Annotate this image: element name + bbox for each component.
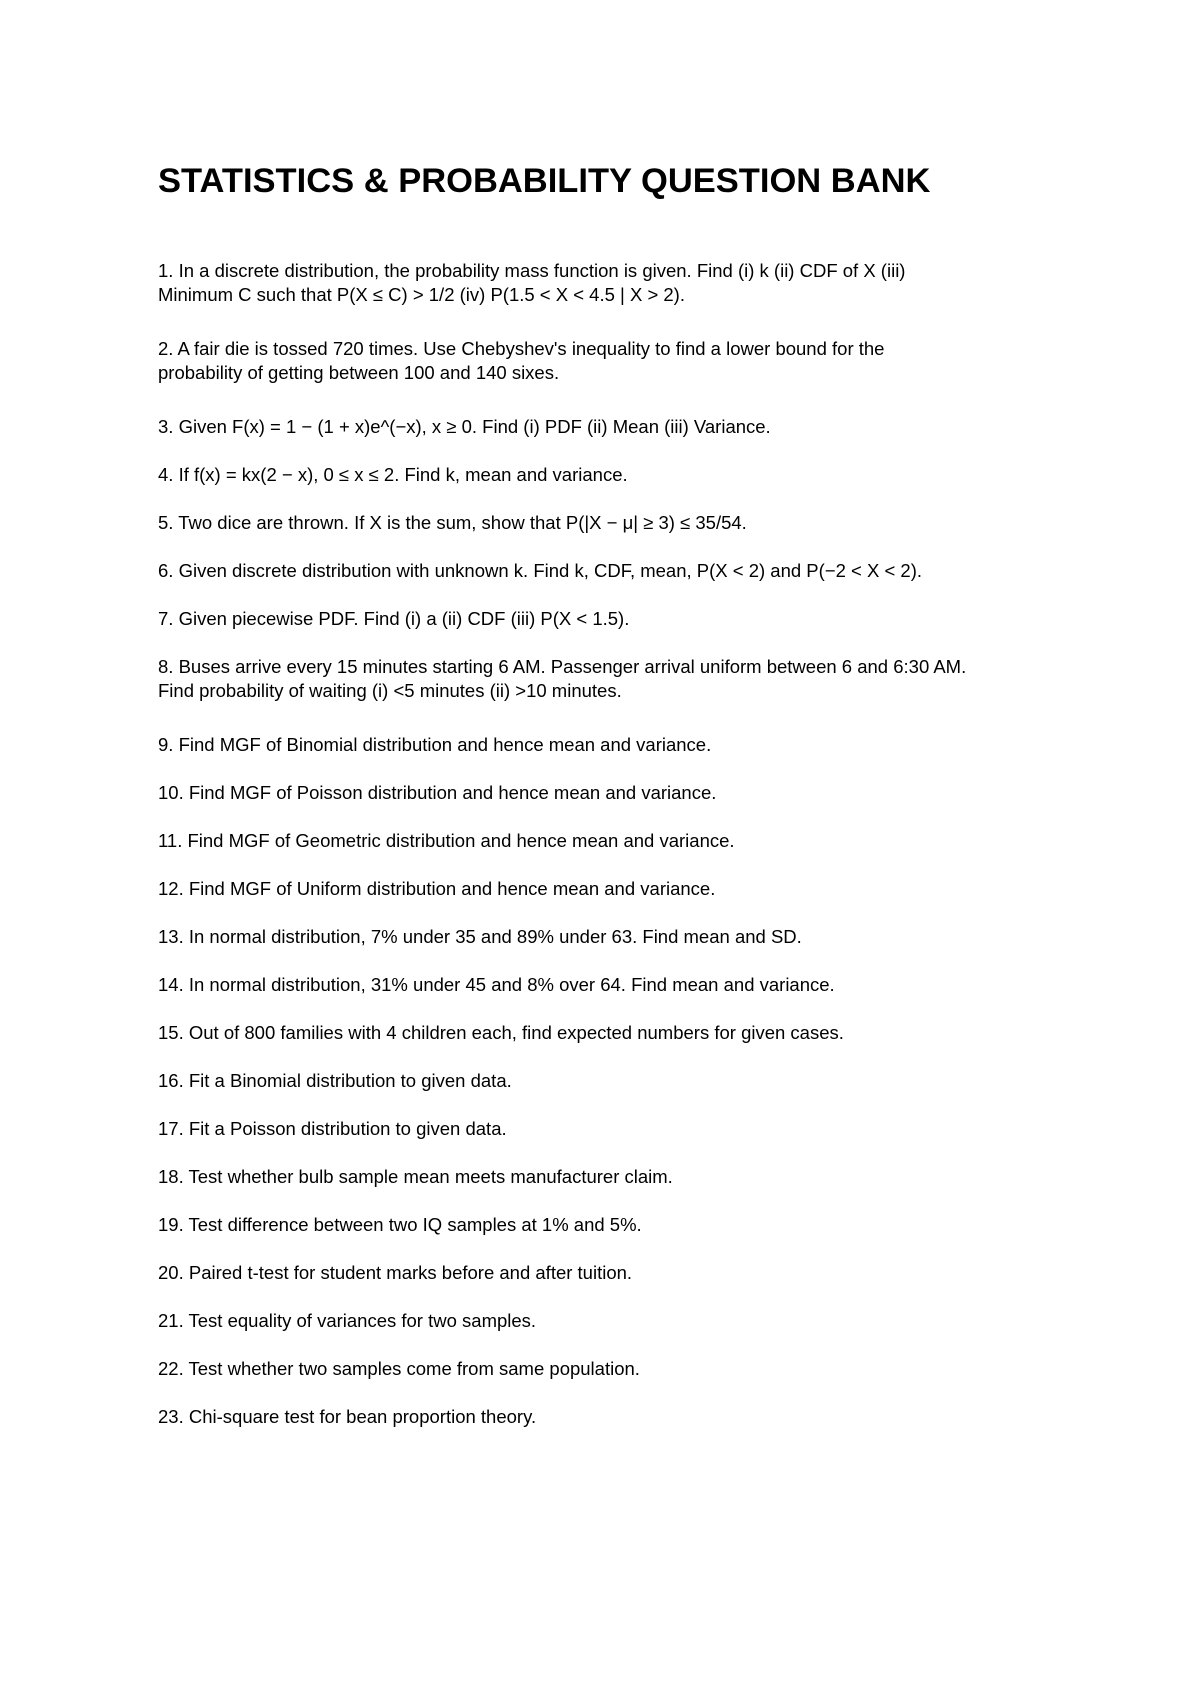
question-item (158, 655, 1058, 733)
question-text-line: 13. In normal distribution, 7% under 35 and 89% under 63. Find mean and SD. (158, 926, 802, 947)
question-item (158, 463, 1058, 511)
question-text-line: 20. Paired t-test for student marks before and after tuition. (158, 1262, 633, 1283)
question-item (158, 415, 1058, 463)
question-text-line: 9. Find MGF of Binomial distribution and hence mean and variance. (158, 734, 712, 755)
question-text-line: 14. In normal distribution, 31% under 45 and 8% over 64. Find mean and variance. (158, 974, 835, 995)
question-text-line: Find probability of waiting (i) <5 minutes (ii) >10 minutes. (158, 680, 622, 701)
question-item (158, 781, 1058, 829)
question-item (158, 511, 1058, 559)
question-item (158, 1261, 1058, 1309)
question-text-line: 10. Find MGF of Poisson distribution and hence mean and variance. (158, 782, 717, 803)
question-item (158, 607, 1058, 655)
question-text-line: 21. Test equality of variances for two samples. (158, 1310, 537, 1331)
question-text-line: 23. Chi-square test for bean proportion theory. (158, 1406, 537, 1427)
question-item (158, 733, 1058, 781)
question-item (158, 877, 1058, 925)
question-item (158, 1069, 1058, 1117)
question-text-line: 5. Two dice are thrown. If X is the sum, show that P(|X − μ| ≥ 3) ≤ 35/54. (158, 512, 747, 533)
question-text-line: 2. A fair die is tossed 720 times. Use Chebyshev's inequality to find a lower bound for the (158, 338, 885, 359)
question-item (158, 1309, 1058, 1357)
question-item (158, 559, 1058, 607)
question-item (158, 925, 1058, 973)
question-item (158, 1213, 1058, 1261)
question-item (158, 1357, 1058, 1405)
question-item (158, 1117, 1058, 1165)
page-title: STATISTICS & PROBABILITY QUESTION BANK (158, 162, 931, 200)
question-text-line: 19. Test difference between two IQ samples at 1% and 5%. (158, 1214, 642, 1235)
question-item (158, 1021, 1058, 1069)
question-text-line: 4. If f(x) = kx(2 − x), 0 ≤ x ≤ 2. Find k, mean and variance. (158, 464, 628, 485)
question-text-line: 8. Buses arrive every 15 minutes starting 6 AM. Passenger arrival uniform between 6 and 6:30 AM. (158, 656, 967, 677)
question-text-line: 12. Find MGF of Uniform distribution and hence mean and variance. (158, 878, 716, 899)
question-text-line: probability of getting between 100 and 140 sixes. (158, 362, 560, 383)
question-text-line: 11. Find MGF of Geometric distribution and hence mean and variance. (158, 830, 735, 851)
question-text-line: 22. Test whether two samples come from same population. (158, 1358, 640, 1379)
question-text-line: 18. Test whether bulb sample mean meets manufacturer claim. (158, 1166, 673, 1187)
question-item (158, 259, 1058, 337)
question-text-line: 15. Out of 800 families with 4 children each, find expected numbers for given cases. (158, 1022, 844, 1043)
question-item (158, 1405, 1058, 1453)
question-text-line: Minimum C such that P(X ≤ C) > 1/2 (iv) P(1.5 < X < 4.5 | X > 2). (158, 284, 685, 305)
question-text-line: 6. Given discrete distribution with unknown k. Find k, CDF, mean, P(X < 2) and P(−2 < X < 2). (158, 560, 922, 581)
question-text-line: 7. Given piecewise PDF. Find (i) a (ii) CDF (iii) P(X < 1.5). (158, 608, 630, 629)
question-text-line: 16. Fit a Binomial distribution to given data. (158, 1070, 512, 1091)
question-text-line: 1. In a discrete distribution, the probability mass function is given. Find (i) k (ii) CDF of X (iii) (158, 260, 906, 281)
question-list (158, 259, 1058, 1453)
question-text-line: 17. Fit a Poisson distribution to given data. (158, 1118, 507, 1139)
question-item (158, 829, 1058, 877)
question-item (158, 973, 1058, 1021)
question-text-line: 3. Given F(x) = 1 − (1 + x)e^(−x), x ≥ 0. Find (i) PDF (ii) Mean (iii) Variance. (158, 416, 771, 437)
question-item (158, 1165, 1058, 1213)
question-item (158, 337, 1058, 415)
